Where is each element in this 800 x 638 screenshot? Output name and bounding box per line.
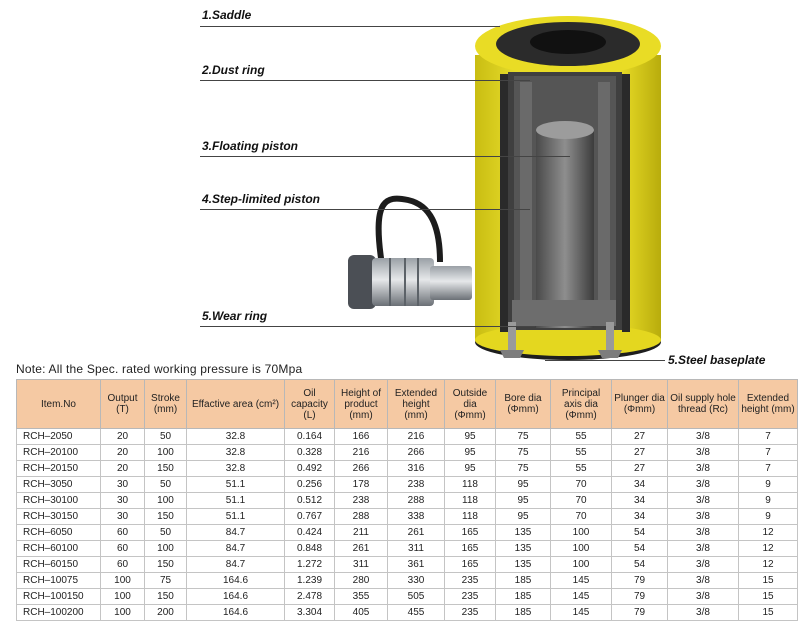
spec-cell: 70	[551, 509, 612, 525]
spec-cell: 3/8	[668, 541, 739, 557]
table-row	[17, 557, 798, 573]
spec-cell: 405	[335, 605, 388, 621]
spec-cell: 0.424	[285, 525, 335, 541]
spec-cell: 100	[551, 525, 612, 541]
spec-cell: 288	[388, 493, 445, 509]
spec-cell: 12	[739, 525, 798, 541]
spec-cell: 145	[551, 589, 612, 605]
spec-cell: 311	[388, 541, 445, 557]
spec-cell: 100	[145, 493, 187, 509]
column-header: Principal axis dia (Φmm)	[551, 380, 612, 429]
spec-cell: 30	[101, 477, 145, 493]
spec-cell: 135	[496, 525, 551, 541]
column-header: Extended height (mm)	[388, 380, 445, 429]
spec-cell: 95	[445, 429, 496, 445]
spec-cell: 55	[551, 429, 612, 445]
table-row	[17, 525, 798, 541]
spec-cell: 30	[101, 493, 145, 509]
spec-cell: 330	[388, 573, 445, 589]
steel-baseplate-leader	[545, 360, 665, 361]
spec-cell: 20	[101, 429, 145, 445]
item-number-cell: RCH–100200	[17, 605, 101, 621]
spec-cell: 34	[612, 477, 668, 493]
spec-cell: 70	[551, 477, 612, 493]
spec-cell: 100	[101, 589, 145, 605]
spec-cell: 54	[612, 557, 668, 573]
spec-cell: 238	[335, 493, 388, 509]
spec-cell: 288	[335, 509, 388, 525]
spec-cell: 75	[145, 573, 187, 589]
spec-cell: 7	[739, 429, 798, 445]
spec-cell: 135	[496, 557, 551, 573]
spec-cell: 150	[145, 461, 187, 477]
table-row	[17, 477, 798, 493]
spec-cell: 185	[496, 605, 551, 621]
table-row	[17, 461, 798, 477]
spec-cell: 185	[496, 589, 551, 605]
spec-cell: 70	[551, 493, 612, 509]
spec-cell: 164.6	[187, 589, 285, 605]
table-row	[17, 573, 798, 589]
column-header: Bore dia (Φmm)	[496, 380, 551, 429]
spec-cell: 15	[739, 589, 798, 605]
spec-cell: 3/8	[668, 525, 739, 541]
spec-cell: 266	[335, 461, 388, 477]
spec-cell: 118	[445, 477, 496, 493]
callout-saddle: 1.Saddle	[202, 8, 252, 22]
spec-cell: 9	[739, 493, 798, 509]
callout-steel-baseplate: 5.Steel baseplate	[668, 353, 766, 367]
item-number-cell: RCH–30150	[17, 509, 101, 525]
spec-cell: 3/8	[668, 589, 739, 605]
spec-cell: 95	[496, 493, 551, 509]
spec-cell: 235	[445, 605, 496, 621]
column-header: Item.No	[17, 380, 101, 429]
spec-cell: 505	[388, 589, 445, 605]
spec-cell: 3/8	[668, 493, 739, 509]
spec-cell: 95	[496, 477, 551, 493]
spec-cell: 95	[496, 509, 551, 525]
item-number-cell: RCH–100150	[17, 589, 101, 605]
spec-cell: 0.328	[285, 445, 335, 461]
column-header: Outside dia (Φmm)	[445, 380, 496, 429]
spec-cell: 9	[739, 509, 798, 525]
spec-cell: 118	[445, 509, 496, 525]
spec-cell: 3/8	[668, 573, 739, 589]
spec-cell: 27	[612, 461, 668, 477]
item-number-cell: RCH–20100	[17, 445, 101, 461]
spec-cell: 51.1	[187, 477, 285, 493]
spec-cell: 15	[739, 605, 798, 621]
spec-cell: 3/8	[668, 605, 739, 621]
table-row	[17, 509, 798, 525]
spec-cell: 355	[335, 589, 388, 605]
column-header: Height of product (mm)	[335, 380, 388, 429]
spec-cell: 7	[739, 445, 798, 461]
cylinder-body	[475, 16, 661, 360]
spec-cell: 84.7	[187, 525, 285, 541]
column-header: Output (T)	[101, 380, 145, 429]
item-number-cell: RCH–30100	[17, 493, 101, 509]
spec-cell: 0.164	[285, 429, 335, 445]
spec-cell: 54	[612, 525, 668, 541]
spec-cell: 30	[101, 509, 145, 525]
floating-piston-leader	[200, 156, 570, 157]
spec-cell: 100	[145, 541, 187, 557]
spec-cell: 216	[335, 445, 388, 461]
spec-cell: 100	[145, 445, 187, 461]
spec-cell: 79	[612, 573, 668, 589]
spec-cell: 100	[101, 573, 145, 589]
spec-cell: 3/8	[668, 477, 739, 493]
spec-cell: 75	[496, 429, 551, 445]
spec-cell: 165	[445, 541, 496, 557]
spec-cell: 3/8	[668, 509, 739, 525]
spec-cell: 165	[445, 557, 496, 573]
spec-cell: 32.8	[187, 445, 285, 461]
spec-cell: 34	[612, 493, 668, 509]
spec-cell: 79	[612, 605, 668, 621]
table-row	[17, 605, 798, 621]
spec-cell: 235	[445, 573, 496, 589]
spec-cell: 95	[445, 445, 496, 461]
dust-ring-leader	[200, 80, 530, 81]
item-number-cell: RCH–20150	[17, 461, 101, 477]
spec-cell: 261	[335, 541, 388, 557]
column-header: Stroke (mm)	[145, 380, 187, 429]
spec-cell: 1.272	[285, 557, 335, 573]
spec-cell: 178	[335, 477, 388, 493]
step-limited-piston-leader	[200, 209, 530, 210]
item-number-cell: RCH–60150	[17, 557, 101, 573]
spec-cell: 311	[335, 557, 388, 573]
hose-coupler	[348, 199, 472, 309]
spec-cell: 20	[101, 445, 145, 461]
callout-wear-ring: 5.Wear ring	[202, 309, 268, 323]
column-header: Extended height (mm)	[739, 380, 798, 429]
item-number-cell: RCH–3050	[17, 477, 101, 493]
spec-cell: 261	[388, 525, 445, 541]
spec-cell: 150	[145, 509, 187, 525]
spec-cell: 50	[145, 477, 187, 493]
table-row	[17, 589, 798, 605]
spec-cell: 455	[388, 605, 445, 621]
spec-cell: 216	[388, 429, 445, 445]
spec-cell: 235	[445, 589, 496, 605]
wear-ring-leader	[200, 326, 535, 327]
spec-cell: 32.8	[187, 429, 285, 445]
item-number-cell: RCH–2050	[17, 429, 101, 445]
spec-cell: 3/8	[668, 461, 739, 477]
spec-table	[16, 379, 798, 621]
spec-cell: 100	[551, 541, 612, 557]
item-number-cell: RCH–10075	[17, 573, 101, 589]
column-header: Oil supply hole thread (Rc)	[668, 380, 739, 429]
spec-cell: 9	[739, 477, 798, 493]
spec-cell: 7	[739, 461, 798, 477]
spec-cell: 84.7	[187, 557, 285, 573]
spec-cell: 166	[335, 429, 388, 445]
spec-cell: 0.848	[285, 541, 335, 557]
spec-cell: 32.8	[187, 461, 285, 477]
spec-cell: 1.239	[285, 573, 335, 589]
item-number-cell: RCH–60100	[17, 541, 101, 557]
spec-cell: 211	[335, 525, 388, 541]
spec-cell: 60	[101, 541, 145, 557]
spec-cell: 51.1	[187, 493, 285, 509]
spec-cell: 75	[496, 461, 551, 477]
spec-cell: 0.492	[285, 461, 335, 477]
spec-cell: 79	[612, 589, 668, 605]
spec-cell: 361	[388, 557, 445, 573]
spec-table-header	[17, 380, 798, 429]
spec-cell: 280	[335, 573, 388, 589]
spec-cell: 20	[101, 461, 145, 477]
spec-cell: 95	[445, 461, 496, 477]
table-row	[17, 445, 798, 461]
spec-cell: 266	[388, 445, 445, 461]
spec-cell: 238	[388, 477, 445, 493]
spec-cell: 150	[145, 557, 187, 573]
column-header: Oil capacity (L)	[285, 380, 335, 429]
column-header: Effactive area (cm²)	[187, 380, 285, 429]
spec-cell: 165	[445, 525, 496, 541]
spec-cell: 12	[739, 541, 798, 557]
spec-cell: 51.1	[187, 509, 285, 525]
spec-cell: 200	[145, 605, 187, 621]
spec-cell: 3.304	[285, 605, 335, 621]
spec-cell: 145	[551, 605, 612, 621]
callout-dust-ring: 2.Dust ring	[202, 63, 265, 77]
spec-cell: 12	[739, 557, 798, 573]
spec-cell: 55	[551, 445, 612, 461]
callout-step-limited-piston: 4.Step-limited piston	[202, 192, 321, 206]
spec-cell: 316	[388, 461, 445, 477]
spec-table-body	[17, 429, 798, 621]
spec-cell: 0.256	[285, 477, 335, 493]
spec-cell: 135	[496, 541, 551, 557]
spec-cell: 0.512	[285, 493, 335, 509]
spec-cell: 185	[496, 573, 551, 589]
spec-cell: 3/8	[668, 429, 739, 445]
pressure-note: Note: All the Spec. rated working pressure is 70Mpa	[16, 362, 303, 376]
spec-cell: 100	[551, 557, 612, 573]
spec-cell: 34	[612, 509, 668, 525]
spec-cell: 84.7	[187, 541, 285, 557]
spec-cell: 55	[551, 461, 612, 477]
table-row	[17, 541, 798, 557]
spec-cell: 15	[739, 573, 798, 589]
spec-cell: 2.478	[285, 589, 335, 605]
spec-cell: 145	[551, 573, 612, 589]
spec-cell: 164.6	[187, 573, 285, 589]
spec-cell: 27	[612, 445, 668, 461]
spec-cell: 118	[445, 493, 496, 509]
spec-cell: 0.767	[285, 509, 335, 525]
spec-cell: 27	[612, 429, 668, 445]
saddle-leader	[200, 26, 500, 27]
spec-cell: 54	[612, 541, 668, 557]
item-number-cell: RCH–6050	[17, 525, 101, 541]
spec-cell: 150	[145, 589, 187, 605]
table-row	[17, 429, 798, 445]
spec-cell: 164.6	[187, 605, 285, 621]
spec-cell: 3/8	[668, 445, 739, 461]
column-header: Plunger dia (Φmm)	[612, 380, 668, 429]
spec-cell: 3/8	[668, 557, 739, 573]
spec-cell: 60	[101, 557, 145, 573]
spec-cell: 338	[388, 509, 445, 525]
callout-floating-piston: 3.Floating piston	[202, 139, 298, 153]
spec-cell: 100	[101, 605, 145, 621]
spec-cell: 50	[145, 429, 187, 445]
spec-cell: 75	[496, 445, 551, 461]
table-row	[17, 493, 798, 509]
spec-cell: 60	[101, 525, 145, 541]
spec-cell: 50	[145, 525, 187, 541]
